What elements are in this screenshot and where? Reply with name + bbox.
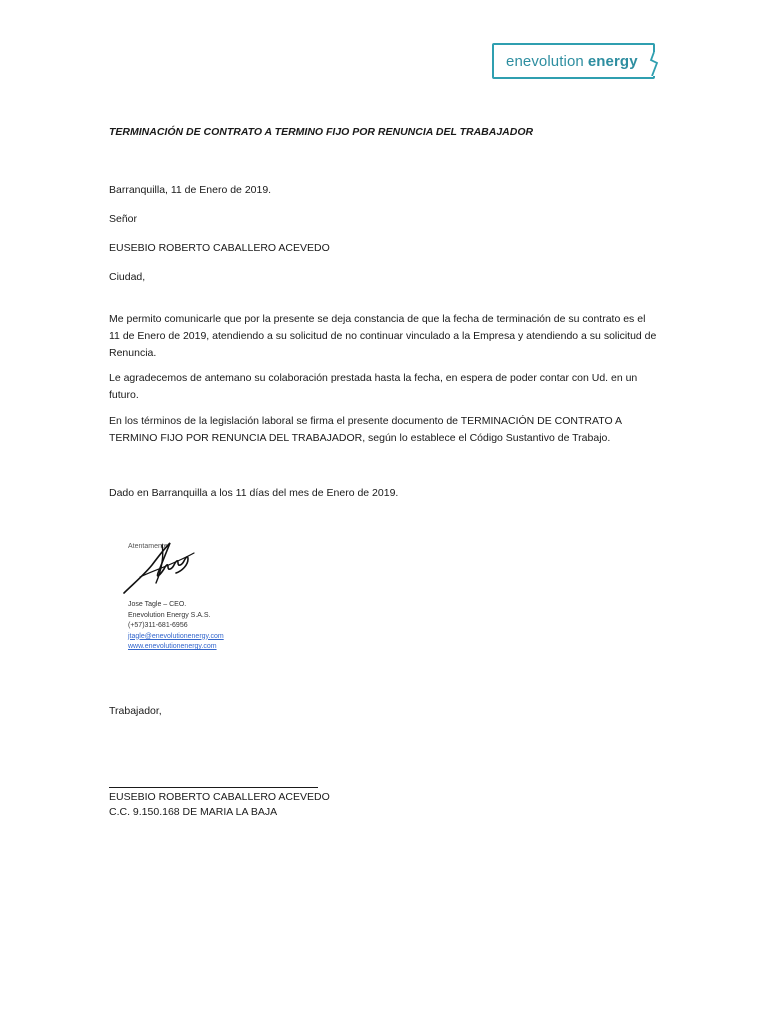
signer-email-link[interactable]: jtagle@enevolutionenergy.com [128, 632, 224, 640]
signer-info [128, 600, 224, 653]
recipient-name: EUSEBIO ROBERTO CABALLERO ACEVEDO [109, 242, 330, 254]
signer-phone: (+57)311-681-6956 [128, 622, 188, 629]
lightning-bolt-icon [648, 52, 662, 76]
signer-name: Jose Tagle – CEO. [128, 601, 187, 608]
handwritten-signature [122, 535, 212, 597]
signer-company: Enevolution Energy S.A.S. [128, 611, 211, 619]
document-title: TERMINACIÓN DE CONTRATO A TERMINO FIJO POR RENUNCIA DEL TRABAJADOR [109, 126, 534, 138]
worker-label: Trabajador, [109, 705, 162, 717]
worker-id: C.C. 9.150.168 DE MARIA LA BAJA [109, 806, 278, 818]
worker-name: EUSEBIO ROBERTO CABALLERO ACEVEDO [109, 791, 330, 803]
closing-line: Dado en Barranquilla a los 11 días del mes de Enero de 2019. [109, 487, 399, 499]
salutation: Señor [109, 213, 138, 225]
body-paragraph-2: Le agradecemos de antemano su colaboración prestada hasta la fecha, en espera de poder contar con Ud. en un futuro. [109, 372, 638, 401]
body-paragraph-1: Me permito comunicarle que por la presente se deja constancia de que la fecha de terminación de su contrato es el 11 de Enero de 2019, atendiendo a su solicitud de no continuar vinculado a la Empresa y atendiendo a su solicitud de Renuncia. [109, 313, 657, 359]
signature-block [128, 535, 248, 655]
signature-label: Atentamente [128, 543, 168, 550]
logo-word-energy: energy [587, 52, 638, 70]
company-logo [492, 43, 655, 79]
signer-website-link[interactable]: www.enevolutionenergy.com [128, 643, 217, 650]
signature-line [109, 787, 318, 788]
logo-word-enevolution: enevolution [506, 52, 584, 70]
body-paragraph-3: En los términos de la legislación laboral se firma el presente documento de TERMINACIÓN DE CONTRATO A TERMINO FIJO POR RENUNCIA DEL TRABAJADOR, según lo establece el Código Sustantivo de Trabajo. [109, 415, 622, 444]
date-line: Barranquilla, 11 de Enero de 2019. [109, 184, 272, 196]
city-line: Ciudad, [109, 271, 146, 283]
